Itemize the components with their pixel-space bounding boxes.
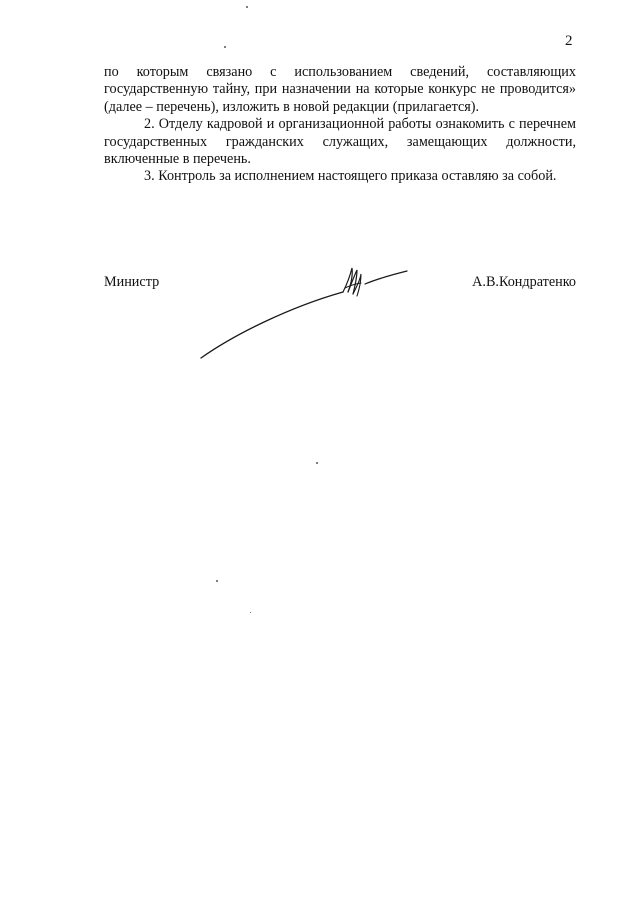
scan-speck: [316, 462, 318, 464]
scan-speck: [250, 612, 251, 613]
handwritten-signature: [195, 262, 415, 366]
scan-speck: [216, 580, 218, 582]
signatory-name: А.В.Кондратенко: [472, 274, 576, 290]
signatory-title: Министр: [104, 274, 160, 290]
paragraph-item-2: 2. Отделу кадровой и организационной работы ознакомить с перечнем государственных гражданских служащих, замещающих должности, включенные в перечень.: [104, 116, 576, 168]
paragraph-item-3: 3. Контроль за исполнением настоящего приказа оставляю за собой.: [144, 168, 557, 185]
scan-speck: [246, 6, 248, 8]
scan-speck: [224, 46, 226, 48]
page-number: 2: [565, 33, 573, 49]
paragraph-continuation: по которым связано с использованием сведений, составляющих государственную тайну, при назначении на которые конкурс не проводится» (далее – перечень), изложить в новой редакции (прилагается).: [104, 64, 576, 115]
document-body: [104, 64, 576, 186]
